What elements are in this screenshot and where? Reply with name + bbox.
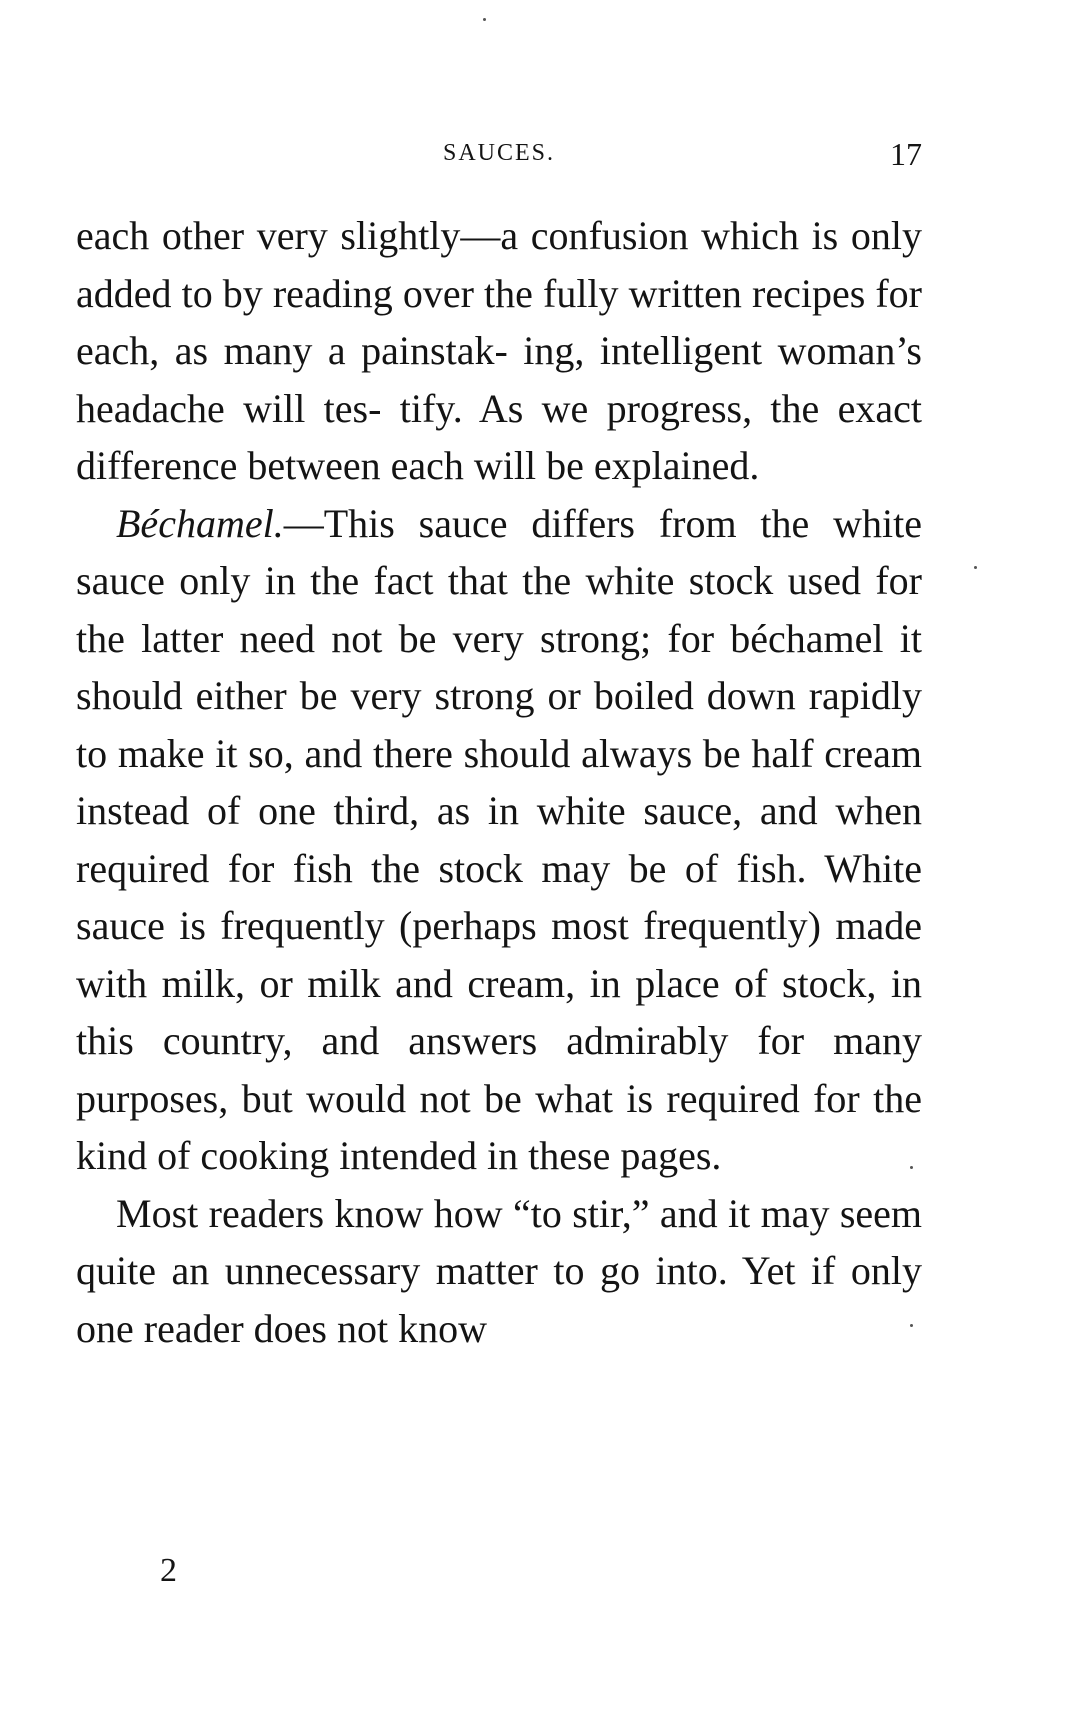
bechamel-heading: Béchamel. (116, 500, 284, 546)
paragraph-bechamel (76, 495, 922, 1185)
body-text (76, 207, 922, 1357)
page-number: 17 (890, 136, 922, 172)
paragraph-continuation: each other very slightly—a confusion which is only added to by reading over the fully written recipes for each, as many a painstak- ing, intelligent woman’s headache will tes- tify. As we progress, the exact difference between each will be explained. (76, 213, 922, 488)
page-header (76, 136, 922, 180)
speck-mark (483, 18, 486, 21)
speck-mark (910, 1166, 913, 1169)
running-title: SAUCES. (442, 140, 556, 166)
speck-mark (974, 566, 977, 569)
bechamel-text: —This sauce differs from the white sauce only in the fact that the white stock used for the latter need not be very strong; for béchamel it should either be very strong or boiled down rapidly to make it so, and there should always be half cream instead of one third, as in white sauce, and when required for fish the stock may be of fish. White sauce is frequently (perhaps most frequently) made with milk, or milk and cream, in place of stock, in this country, and answers admirably for many purposes, but would not be what is required for the kind of cooking intended in these pages. (76, 500, 922, 1178)
signature-mark: 2 (160, 1552, 177, 1589)
paragraph-stirring: Most readers know how “to stir,” and it may seem quite an unnecessary matter to go into. Yet if only one reader does not know (76, 1190, 922, 1351)
speck-mark (910, 1324, 913, 1327)
